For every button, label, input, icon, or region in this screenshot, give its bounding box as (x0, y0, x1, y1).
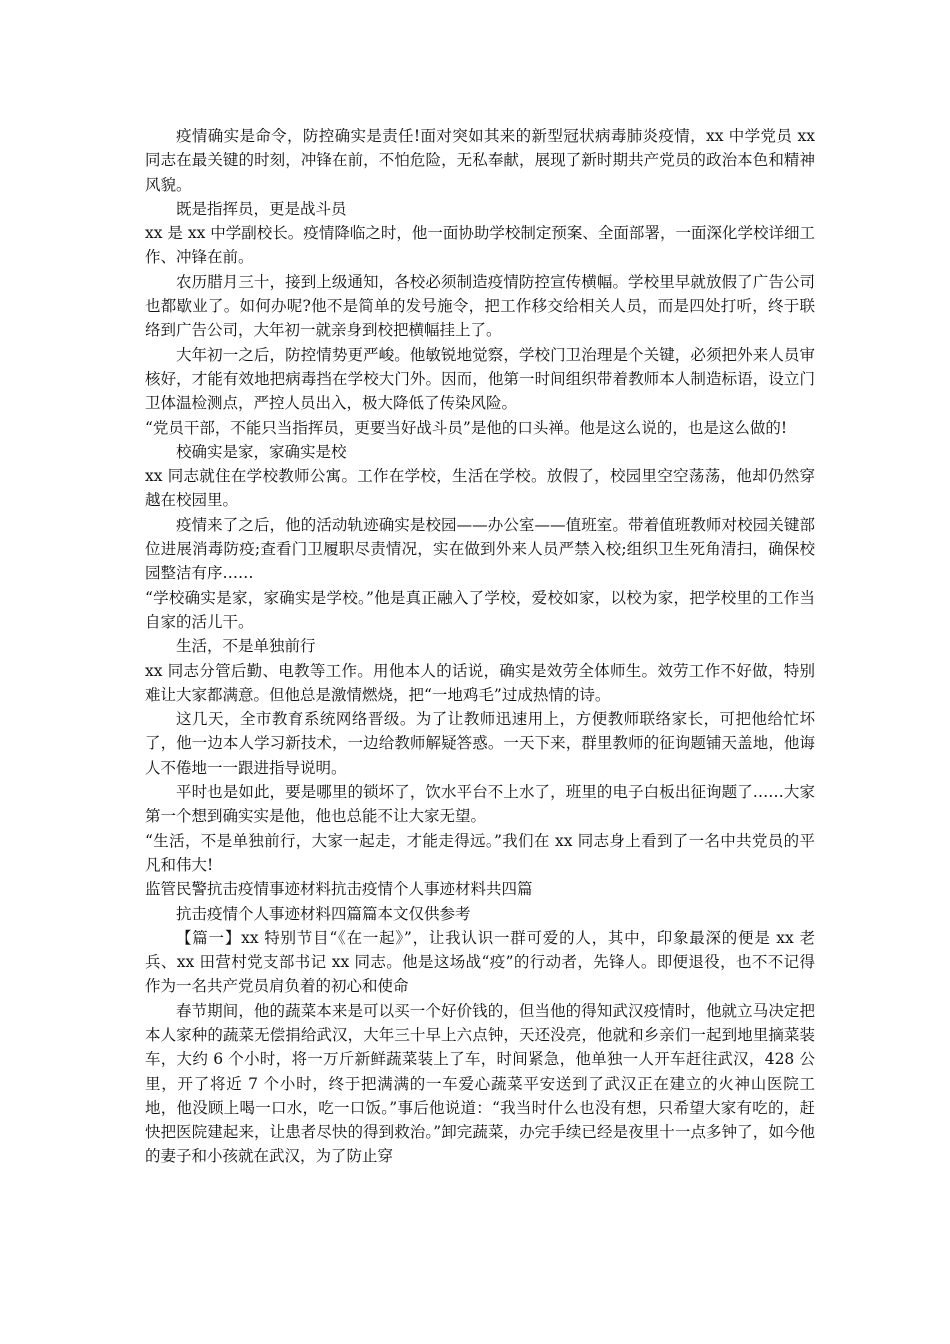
document-body (145, 124, 815, 1169)
section-heading: 校确实是家，家确实是校 (176, 442, 347, 461)
paragraph: xx 同志分管后勤、电教等工作。用他本人的话说，确实是效劳全体师生。效劳工作不好做，特别难让大家都满意。但他总是激情燃烧，把“一地鸡毛”过成热情的诗。 (145, 661, 815, 704)
paragraph: 这几天，全市教育系统网络晋级。为了让教师迅速用上，方便教师联络家长，可把他给忙坏了，他一边本人学习新技术，一边给教师解疑答惑。一天下来，群里教师的征询题铺天盖地，他诲人不倦地一一跟进指导说明。 (145, 710, 815, 777)
section-heading: 生活，不是单独前行 (176, 637, 316, 656)
paragraph: 疫情来了之后，他的活动轨迹确实是校园——办公室——值班室。带着值班教师对校园关键部位进展消毒防疫;查看门卫履职尽责情况，实在做到外来人员严禁入校;组织卫生死角清扫，确保校园整洁有序…… (145, 515, 815, 583)
document-subtitle: 抗击疫情个人事迹材料四篇篇本文仅供参考 (176, 904, 471, 923)
paragraph: “生活，不是单独前行，大家一起走，才能走得远。”我们在 xx 同志身上看到了一名中共党员的平凡和伟大! (145, 831, 815, 874)
paragraph: xx 是 xx 中学副校长。疫情降临之时，他一面协助学校制定预案、全面部署，一面深化学校详细工作、冲锋在前。 (145, 224, 815, 267)
paragraph: 【篇一】xx 特别节目“《在一起》”，让我认识一群可爱的人，其中，印象最深的便是 xx 老兵、xx 田营村党支部书记 xx 同志。他是这场战“疫”的行动者，先锋人。即便退役，也不不记得作为一名共产党员肩负着的初心和使命 (145, 928, 815, 996)
paragraph: 农历腊月三十，接到上级通知，各校必须制造疫情防控宣传横幅。学校里早就放假了广告公司也都歇业了。如何办呢?他不是简单的发号施令，把工作移交给相关人员，而是四处打听，终于联络到广告公司，大年初一就亲身到校把横幅挂上了。 (145, 272, 815, 340)
document-title: 监管民警抗击疫情事迹材料抗击疫情个人事迹材料共四篇 (145, 880, 533, 899)
paragraph: 春节期间，他的蔬菜本来是可以买一个好价钱的，但当他的得知武汉疫情时，他就立马决定把本人家种的蔬菜无偿捐给武汉，大年三十早上六点钟，天还没亮，他就和乡亲们一起到地里摘菜装车，大约 6 个小时，将一万斤新鲜蔬菜装上了车，时间紧急，他单独一人开车赶往武汉，428 公里，开了将近 7 个小时，终于把满满的一车爱心蔬菜平安送到了武汉正在建立的火神山医院工地，他没顾上喝一口水，吃一口饭。”事后他说道：“我当时什么也没有想，只希望大家有吃的，赶快把医院建起来，让患者尽快的得到救治。”卸完蔬菜，办完手续已经是夜里十一点多钟了，如今他的妻子和小孩就在武汉，为了防止穿 (145, 1001, 815, 1166)
paragraph: xx 同志就住在学校教师公寓。工作在学校，生活在学校。放假了，校园里空空荡荡，他却仍然穿越在校园里。 (145, 467, 815, 510)
paragraph: “学校确实是家，家确实是学校。”他是真正融入了学校，爱校如家，以校为家，把学校里的工作当自家的活儿干。 (145, 588, 815, 631)
paragraph: 平时也是如此，要是哪里的锁坏了，饮水平台不上水了，班里的电子白板出征询题了……大家第一个想到确实实是他，他也总能不让大家无望。 (145, 783, 815, 826)
section-heading: 既是指挥员，更是战斗员 (176, 199, 347, 218)
paragraph: 大年初一之后，防控情势更严峻。他敏锐地觉察，学校门卫治理是个关键，必须把外来人员审核好，才能有效地把病毒挡在学校大门外。因而，他第一时间组织带着教师本人制造标语，设立门卫体温检测点，严控人员出入，极大降低了传染风险。 (145, 345, 815, 413)
paragraph: “党员干部，不能只当指挥员，更要当好战斗员”是他的口头禅。他是这么说的，也是这么做的! (145, 418, 788, 437)
paragraph: 疫情确实是命令，防控确实是责任!面对突如其来的新型冠状病毒肺炎疫情，xx 中学党员 xx 同志在最关键的时刻，冲锋在前，不怕危险，无私奉献，展现了新时期共产党员的政治本色和精神风貌。 (145, 127, 815, 194)
